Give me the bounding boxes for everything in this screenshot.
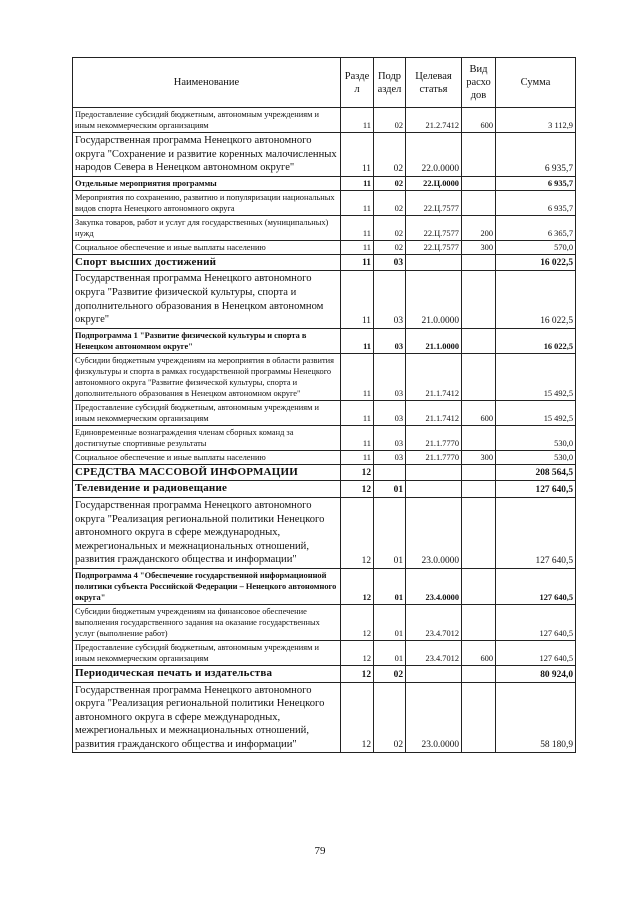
cell-sum: 16 022,5 — [496, 271, 576, 328]
cell-name: Государственная программа Ненецкого автономного округа "Развитие физической культуры, спорта и дополнительного образования в Ненецком автономном округе" — [73, 271, 341, 328]
cell-razdel: 12 — [341, 464, 374, 481]
cell-sum: 3 112,9 — [496, 108, 576, 133]
header-razdel: Разде л — [341, 58, 374, 108]
cell-name: Подпрограмма 1 "Развитие физической культуры и спорта в Ненецком автономном округе" — [73, 328, 341, 353]
cell-sum: 15 492,5 — [496, 353, 576, 400]
cell-name: Мероприятия по сохранению, развитию и популяризации национальных видов спорта Ненецкого автономного округа — [73, 190, 341, 215]
table-row — [73, 328, 576, 353]
table-row — [73, 665, 576, 682]
cell-razdel: 11 — [341, 176, 374, 190]
cell-target-article — [406, 464, 462, 481]
cell-podrazdel: 03 — [374, 254, 406, 271]
table-row — [73, 481, 576, 498]
cell-razdel: 12 — [341, 568, 374, 604]
cell-podrazdel: 02 — [374, 682, 406, 753]
cell-name: Закупка товаров, работ и услуг для государственных (муниципальных) нужд — [73, 215, 341, 240]
cell-expense-type — [462, 497, 496, 568]
cell-target-article: 23.4.0000 — [406, 568, 462, 604]
table-row — [73, 215, 576, 240]
cell-podrazdel — [374, 464, 406, 481]
cell-name: Государственная программа Ненецкого автономного округа "Реализация региональной политики Ненецкого автономного округа в сфере международных, межрегиональных и межнациональных отношений, развития гражданского общества и информации" — [73, 682, 341, 753]
cell-target-article: 22.Ц.7577 — [406, 190, 462, 215]
cell-razdel: 11 — [341, 353, 374, 400]
cell-razdel: 12 — [341, 640, 374, 665]
cell-podrazdel: 01 — [374, 640, 406, 665]
cell-razdel: 11 — [341, 133, 374, 177]
table-row — [73, 450, 576, 464]
cell-target-article — [406, 481, 462, 498]
table-row — [73, 400, 576, 425]
cell-name: Спорт высших достижений — [73, 254, 341, 271]
cell-target-article: 23.4.7012 — [406, 640, 462, 665]
cell-sum: 6 935,7 — [496, 176, 576, 190]
table-row — [73, 176, 576, 190]
cell-name: Предоставление субсидий бюджетным, автономным учреждениям и иным некоммерческим организациям — [73, 640, 341, 665]
cell-expense-type: 600 — [462, 108, 496, 133]
cell-razdel: 11 — [341, 254, 374, 271]
cell-podrazdel: 03 — [374, 353, 406, 400]
cell-expense-type — [462, 190, 496, 215]
table-row — [73, 425, 576, 450]
cell-razdel: 11 — [341, 271, 374, 328]
cell-target-article: 22.0.0000 — [406, 133, 462, 177]
cell-razdel: 12 — [341, 481, 374, 498]
cell-name: Периодическая печать и издательства — [73, 665, 341, 682]
cell-target-article: 22.Ц.7577 — [406, 240, 462, 254]
cell-expense-type: 300 — [462, 240, 496, 254]
cell-razdel: 11 — [341, 215, 374, 240]
cell-sum: 530,0 — [496, 450, 576, 464]
cell-name: Единовременные вознаграждения членам сборных команд за достигнутые спортивные результаты — [73, 425, 341, 450]
cell-name: Субсидии бюджетным учреждениям на финансовое обеспечение выполнения государственного задания на оказание государственных услуг (выполнение работ) — [73, 604, 341, 640]
cell-podrazdel: 02 — [374, 108, 406, 133]
cell-sum: 6 935,7 — [496, 133, 576, 177]
cell-target-article: 21.1.0000 — [406, 328, 462, 353]
cell-sum: 58 180,9 — [496, 682, 576, 753]
table-row — [73, 133, 576, 177]
cell-sum: 208 564,5 — [496, 464, 576, 481]
table-row — [73, 271, 576, 328]
cell-target-article: 23.0.0000 — [406, 682, 462, 753]
table-row — [73, 497, 576, 568]
cell-podrazdel: 01 — [374, 568, 406, 604]
cell-expense-type — [462, 425, 496, 450]
cell-razdel: 12 — [341, 665, 374, 682]
cell-expense-type — [462, 682, 496, 753]
cell-expense-type — [462, 604, 496, 640]
cell-sum: 127 640,5 — [496, 604, 576, 640]
cell-name: Предоставление субсидий бюджетным, автономным учреждениям и иным некоммерческим организациям — [73, 108, 341, 133]
cell-target-article: 21.1.7770 — [406, 450, 462, 464]
cell-expense-type — [462, 328, 496, 353]
cell-name: Субсидии бюджетным учреждениям на мероприятия в области развития физкультуры и спорта в рамках государственной программы Ненецкого автономного округа "Развитие физической культуры, спорта и дополнительного образования в Ненецком автономном округе" — [73, 353, 341, 400]
cell-razdel: 11 — [341, 450, 374, 464]
cell-expense-type — [462, 665, 496, 682]
cell-razdel: 11 — [341, 400, 374, 425]
budget-table — [72, 57, 576, 753]
cell-name: Подпрограмма 4 "Обеспечение государственной информационной политики субъекта Российской Федерации – Ненецкого автономного округа" — [73, 568, 341, 604]
cell-podrazdel: 03 — [374, 450, 406, 464]
cell-target-article — [406, 254, 462, 271]
table-body — [73, 108, 576, 753]
cell-podrazdel: 03 — [374, 271, 406, 328]
cell-target-article: 21.1.7770 — [406, 425, 462, 450]
cell-target-article: 23.0.0000 — [406, 497, 462, 568]
cell-name: Социальное обеспечение и иные выплаты населению — [73, 240, 341, 254]
cell-expense-type — [462, 353, 496, 400]
cell-podrazdel: 02 — [374, 190, 406, 215]
cell-name: Отдельные мероприятия программы — [73, 176, 341, 190]
cell-podrazdel: 01 — [374, 604, 406, 640]
cell-sum: 6 365,7 — [496, 215, 576, 240]
table-row — [73, 353, 576, 400]
cell-sum: 16 022,5 — [496, 254, 576, 271]
table-row — [73, 640, 576, 665]
cell-razdel: 12 — [341, 682, 374, 753]
cell-sum: 16 022,5 — [496, 328, 576, 353]
cell-sum: 127 640,5 — [496, 568, 576, 604]
cell-expense-type — [462, 464, 496, 481]
table-row — [73, 464, 576, 481]
header-name: Наименование — [73, 58, 341, 108]
cell-sum: 127 640,5 — [496, 640, 576, 665]
cell-podrazdel: 03 — [374, 328, 406, 353]
cell-podrazdel: 02 — [374, 133, 406, 177]
cell-podrazdel: 03 — [374, 400, 406, 425]
header-sum: Сумма — [496, 58, 576, 108]
cell-podrazdel: 02 — [374, 215, 406, 240]
cell-name: Социальное обеспечение и иные выплаты населению — [73, 450, 341, 464]
cell-target-article: 23.4.7012 — [406, 604, 462, 640]
cell-name: Государственная программа Ненецкого автономного округа "Реализация региональной политики Ненецкого автономного округа в сфере международных, межрегиональных и межнациональных отношений, развития гражданского общества и информации" — [73, 497, 341, 568]
cell-expense-type: 300 — [462, 450, 496, 464]
cell-sum: 6 935,7 — [496, 190, 576, 215]
cell-podrazdel: 02 — [374, 240, 406, 254]
cell-target-article: 21.1.7412 — [406, 400, 462, 425]
cell-expense-type — [462, 176, 496, 190]
cell-expense-type: 600 — [462, 640, 496, 665]
cell-target-article: 21.2.7412 — [406, 108, 462, 133]
cell-sum: 530,0 — [496, 425, 576, 450]
cell-podrazdel: 03 — [374, 425, 406, 450]
cell-expense-type: 200 — [462, 215, 496, 240]
cell-name: Государственная программа Ненецкого автономного округа "Сохранение и развитие коренных малочисленных народов Севера в Ненецком автономном округе" — [73, 133, 341, 177]
cell-sum: 80 924,0 — [496, 665, 576, 682]
cell-target-article: 22.Ц.7577 — [406, 215, 462, 240]
cell-name: Предоставление субсидий бюджетным, автономным учреждениям и иным некоммерческим организациям — [73, 400, 341, 425]
table-row — [73, 604, 576, 640]
header-podrazdel: Подр аздел — [374, 58, 406, 108]
cell-expense-type — [462, 133, 496, 177]
table-row — [73, 254, 576, 271]
cell-podrazdel: 01 — [374, 497, 406, 568]
cell-target-article — [406, 665, 462, 682]
table-row — [73, 682, 576, 753]
cell-sum: 127 640,5 — [496, 497, 576, 568]
table-header — [73, 58, 576, 108]
cell-razdel: 11 — [341, 328, 374, 353]
cell-razdel: 11 — [341, 425, 374, 450]
cell-expense-type: 600 — [462, 400, 496, 425]
cell-razdel: 11 — [341, 190, 374, 215]
table-row — [73, 108, 576, 133]
cell-target-article: 21.0.0000 — [406, 271, 462, 328]
table-row — [73, 568, 576, 604]
cell-podrazdel: 02 — [374, 665, 406, 682]
header-expense-type: Вид расхо дов — [462, 58, 496, 108]
cell-razdel: 11 — [341, 108, 374, 133]
page-number: 79 — [314, 845, 326, 857]
cell-sum: 570,0 — [496, 240, 576, 254]
cell-razdel: 11 — [341, 240, 374, 254]
cell-name: Телевидение и радиовещание — [73, 481, 341, 498]
cell-expense-type — [462, 271, 496, 328]
cell-expense-type — [462, 254, 496, 271]
cell-name: СРЕДСТВА МАССОВОЙ ИНФОРМАЦИИ — [73, 464, 341, 481]
cell-podrazdel: 01 — [374, 481, 406, 498]
cell-razdel: 12 — [341, 604, 374, 640]
cell-sum: 127 640,5 — [496, 481, 576, 498]
cell-target-article: 21.1.7412 — [406, 353, 462, 400]
table-row — [73, 240, 576, 254]
header-target-article: Целевая статья — [406, 58, 462, 108]
cell-podrazdel: 02 — [374, 176, 406, 190]
cell-expense-type — [462, 568, 496, 604]
cell-expense-type — [462, 481, 496, 498]
cell-target-article: 22.Ц.0000 — [406, 176, 462, 190]
cell-razdel: 12 — [341, 497, 374, 568]
table-row — [73, 190, 576, 215]
cell-sum: 15 492,5 — [496, 400, 576, 425]
